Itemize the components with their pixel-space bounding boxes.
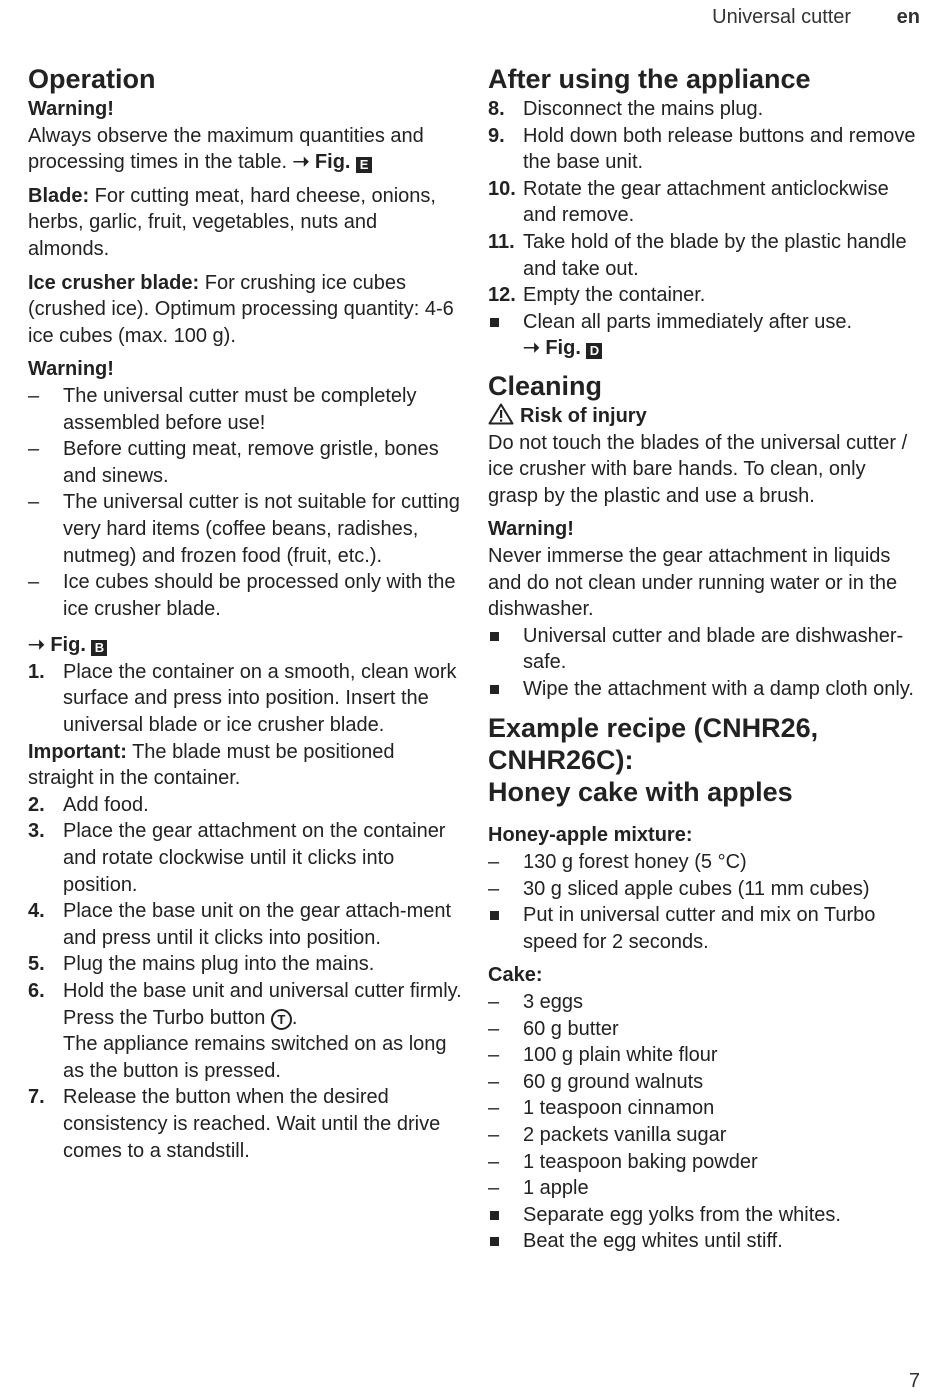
cake-label: Cake: — [488, 964, 543, 987]
square-bullet-icon — [490, 632, 499, 641]
page-number: 7 — [908, 1370, 920, 1392]
list-item: Put in universal cutter and mix on Turbo speed for 2 seconds. — [488, 902, 920, 955]
fig-e-badge: E — [356, 157, 372, 173]
header-section-title: Universal cutter — [712, 6, 852, 28]
square-bullet-icon — [490, 1211, 499, 1220]
cleaning-heading: Cleaning — [488, 370, 603, 401]
fig-word: Fig. — [50, 634, 86, 657]
mixture-bullet-list — [488, 902, 920, 955]
list-item: – 3 eggs — [488, 991, 584, 1014]
after-bullet-list — [488, 309, 920, 362]
cleaning-bullet-list — [488, 623, 920, 703]
fig-d-badge: D — [586, 343, 602, 359]
list-item: – 1 teaspoon cinnamon — [488, 1097, 715, 1120]
page-header — [712, 6, 920, 29]
arrow-icon: ➝ — [292, 151, 310, 174]
left-column — [28, 62, 462, 1164]
step-item: 2. Add food. — [28, 793, 149, 816]
after-steps-list — [488, 96, 920, 309]
warning-triangle-icon — [488, 403, 514, 425]
square-bullet-icon — [490, 1237, 499, 1246]
step-item: 4. Place the base unit on the gear attach-ment and press until it clicks into position. — [28, 900, 452, 949]
list-item: – 60 g ground walnuts — [488, 1070, 704, 1093]
ice-blade-description — [28, 270, 462, 350]
right-column — [488, 62, 920, 1255]
recipe-heading: Example recipe (CNHR26, CNHR26C): — [488, 713, 819, 776]
steps-list-2 — [28, 792, 462, 1164]
warning-label: Warning! — [488, 518, 574, 541]
ice-blade-text: For crushing ice cubes (crushed ice). Optimum processing quantity: 4-6 ice cubes (max. 100 g). — [28, 271, 454, 347]
warning-label-2: Warning! — [28, 358, 114, 381]
list-item: – 60 g butter — [488, 1017, 619, 1040]
list-item: – 2 packets vanilla sugar — [488, 1124, 727, 1146]
steps-list-1 — [28, 659, 462, 739]
step-item: 3. Place the gear attachment on the container and rotate clockwise until it clicks into position. — [28, 820, 446, 896]
fig-word: Fig. — [314, 151, 351, 174]
important-text: The blade must be positioned straight in the container. — [28, 740, 395, 790]
blade-label: Blade: — [28, 184, 90, 207]
important-label: Important: — [28, 740, 127, 763]
step-item: 8. Disconnect the mains plug. — [488, 98, 764, 120]
warning-text: Never immerse the gear attachment in liquids and do not clean under running water or in the dishwasher. — [488, 544, 898, 621]
step-item: 6. Hold the base unit and universal cutter firmly. Press the Turbo button T . The appliance remains switched on as long as the button is pressed. — [28, 980, 462, 1082]
risk-of-injury-label: Risk of injury — [488, 403, 920, 430]
header-language: en — [896, 6, 920, 28]
list-item: – 100 g plain white flour — [488, 1044, 718, 1067]
cake-bullet-list — [488, 1202, 920, 1255]
turbo-button-icon: T — [271, 1009, 292, 1030]
list-item: – 1 apple — [488, 1177, 589, 1200]
step-item: 11. Take hold of the blade by the plastic handle and take out. — [488, 230, 907, 280]
fig-b-reference — [28, 632, 462, 659]
blade-description — [28, 183, 462, 263]
arrow-icon: ➝ — [28, 634, 45, 657]
warning-label: Warning! — [28, 98, 114, 120]
arrow-icon: ➝ — [523, 337, 540, 360]
operation-heading: Operation — [28, 64, 156, 94]
warning-text-body: Always observe the maximum quantities and processing times in the table. — [28, 124, 424, 174]
fig-word: Fig. — [545, 337, 581, 360]
blade-text: For cutting meat, hard cheese, onions, herbs, garlic, fruit, vegetables, nuts and almonds. — [28, 184, 436, 260]
warning-list — [28, 383, 462, 622]
list-item: Universal cutter and blade are dishwasher-safe. — [488, 623, 920, 676]
step-item: 10. Rotate the gear attachment anticlockwise and remove. — [488, 177, 889, 227]
list-item: Wipe the attachment with a damp cloth only. — [488, 676, 920, 703]
risk-text: Do not touch the blades of the universal cutter / ice crusher with bare hands. To clean, only grasp by the plastic and use a brush. — [488, 431, 908, 507]
list-item: – The universal cutter is not suitable for cutting very hard items (coffee beans, radishes, nutmeg) and frozen food (fruit, etc.). — [28, 491, 460, 567]
step-item: 12. Empty the container. — [488, 284, 706, 307]
list-item: – 130 g forest honey (5 °C) — [488, 851, 747, 874]
list-item: Clean all parts immediately after use. ➝ Fig. D — [488, 309, 920, 362]
step-item: 1. Place the container on a smooth, clean work surface and press into position. Insert the universal blade or ice crusher blade. — [28, 660, 457, 737]
list-item: – 30 g sliced apple cubes (11 mm cubes) — [488, 877, 870, 900]
list-item: Beat the egg whites until stiff. — [488, 1228, 920, 1255]
list-item: – Before cutting meat, remove gristle, bones and sinews. — [28, 438, 439, 487]
square-bullet-icon — [490, 318, 499, 327]
list-item: – 1 teaspoon baking powder — [488, 1150, 758, 1173]
important-note — [28, 739, 462, 792]
mixture-list — [488, 849, 920, 902]
list-item: – Ice cubes should be processed only with the ice crusher blade. — [28, 571, 456, 620]
fig-b-badge: B — [91, 640, 107, 656]
warning-text — [28, 123, 462, 176]
ice-blade-label: Ice crusher blade: — [28, 271, 200, 294]
step-item: 7. Release the button when the desired consistency is reached. Wait until the drive comes to a standstill. — [28, 1086, 441, 1162]
list-item: Separate egg yolks from the whites. — [488, 1202, 920, 1229]
honey-apple-mixture-label: Honey-apple mixture: — [488, 824, 693, 847]
after-use-heading: After using the appliance — [488, 64, 811, 94]
recipe-subheading: Honey cake with apples — [488, 777, 793, 808]
step-item: 5. Plug the mains plug into the mains. — [28, 953, 375, 976]
step-item: 9. Hold down both release buttons and remove the base unit. — [488, 124, 916, 174]
square-bullet-icon — [490, 911, 499, 920]
cake-ingredients-list — [488, 989, 920, 1202]
list-item: – The universal cutter must be completely assembled before use! — [28, 384, 417, 434]
square-bullet-icon — [490, 685, 499, 694]
